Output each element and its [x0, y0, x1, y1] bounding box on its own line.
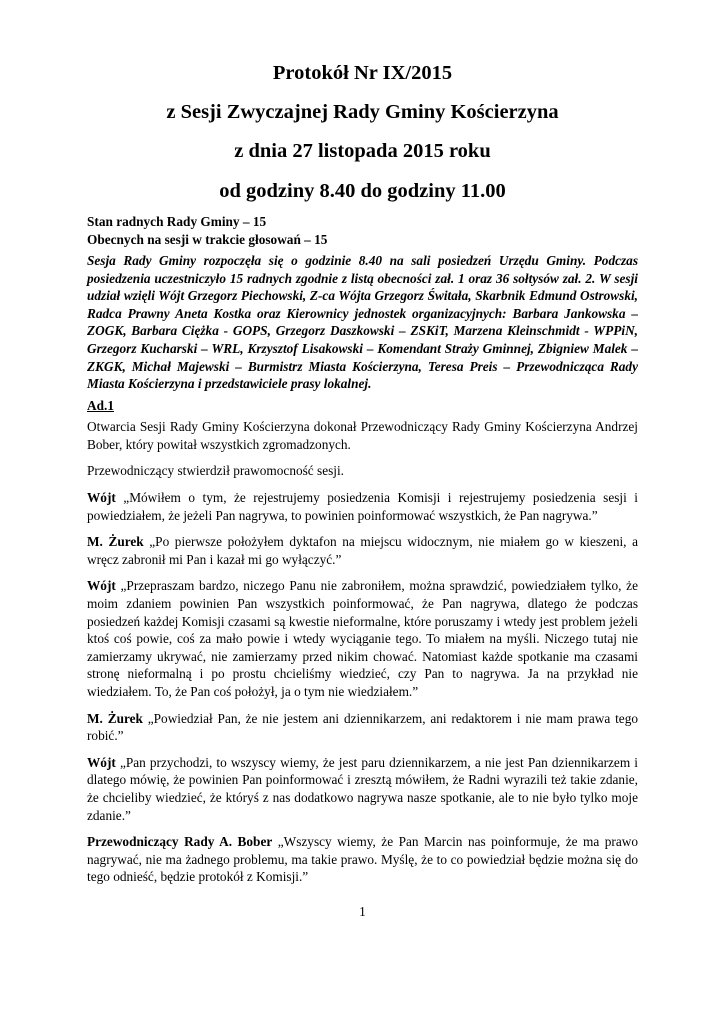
paragraph-text: „Wszyscy wiemy, że Pan Marcin nas poinformuje, że ma prawo nagrywać, nie ma żadnego problemu, ma takie prawo. Myślę, że to co powiedział będzie można się do tego odnieść, będzie protokół z Komisji.” [87, 834, 638, 885]
session-title: z Sesji Zwyczajnej Rady Gminy Kościerzyna [166, 101, 559, 123]
session-intro: Sesja Rady Gminy rozpoczęła się o godzinie 8.40 na sali posiedzeń Urzędu Gminy. Podczas posiedzenia uczestniczyło 15 radnych zgodnie z listą obecności zał. 1 oraz 36 sołtysów zał. 2. W sesji udział wzięli Wójt Grzegorz Piechowski, Z-ca Wójta Grzegorz Świtała, Skarbnik Edmund Ostrowski, Radca Prawny Aneta Kostka oraz Kierownicy jednostek organizacyjnych: Barbara Jankowska – ZOGK, Barbara Ciężka - GOPS, Grzegorz Daszkowski – ZSKiT, Marzena Kleinschmidt - WPPiN, Grzegorz Kucharski – WRL, Krzysztof Lisakowski – Komendant Straży Gminnej, Zbigniew Malek – ZKGK, Michał Majewski – Burmistrz Miasta Kościerzyna, Teresa Preis – Przewodnicząca Rady Miasta Kościerzyna i przedstawiciele prasy lokalnej. [87, 253, 638, 392]
paragraph [87, 418, 638, 453]
paragraph [87, 577, 638, 700]
session-hours: od godziny 8.40 do godziny 11.00 [219, 180, 506, 202]
paragraph [87, 462, 638, 480]
paragraph [87, 489, 638, 524]
paragraph-text: „Przepraszam bardzo, niczego Panu nie zabroniłem, można sprawdzić, powiedziałem tylko, że moim zdaniem powinien Pan wszystkich poinformować, że Pan nagrywa, dlatego że podczas posiedzeń każdej Komisji czasami są kwestie nieformalne, które poruszamy i wtedy jest problem jeżeli ktoś coś powie, coś za mało powie i wtedy wyciąganie tego. To miałem na myśli. Niczego tutaj nie zamierzamy ukrywać, nie zamierzamy przed nikim chować. Natomiast każde spotkanie ma czasami stronę nieformalną i po prostu chcieliśmy wiedzieć, czy Pan to nagrywa. Ja na przykład nie wiedziałem. To, że Pan coś położył, ja o tym nie wiedziałem.” [87, 578, 638, 699]
paragraph [87, 710, 638, 745]
speaker-name: Wójt [87, 578, 116, 594]
paragraph-text: „Mówiłem o tym, że rejestrujemy posiedzenia Komisji i rejestrujemy posiedzenia sesji i powiedziałem, że jeżeli Pan nagrywa, to powinien poinformować wszystkich, że Pan nagrywa.” [87, 490, 638, 523]
councillors-count: Stan radnych Rady Gminy – 15 [87, 214, 267, 229]
protocol-title: Protokół Nr IX/2015 [272, 62, 453, 84]
paragraph-text: „Pan przychodzi, to wszyscy wiemy, że jest paru dziennikarzem, a nie jest Pan dziennikarzem i dlatego mówię, że powinien Pan poinformować i zresztą mówiłem, że Radni wyrazili też takie zdanie, że chcieliby wiedzieć, że któryś z nas dodatkowo nagrywa nasze spotkanie, ale to nie było tylko moje zdanie.” [87, 754, 638, 823]
paragraph-text: „Po pierwsze położyłem dyktafon na miejscu widocznym, nie miałem go w kieszeni, a wręcz zabronił mi Pan i kazał mi go wyłączyć.” [87, 534, 638, 567]
paragraph-text: Przewodniczący stwierdził prawomocność sesji. [87, 463, 344, 479]
paragraph [87, 754, 638, 824]
speaker-name: M. Żurek [87, 534, 144, 550]
attendance-summary [87, 213, 638, 248]
session-date: z dnia 27 listopada 2015 roku [234, 140, 491, 162]
speaker-name: Przewodniczący Rady A. Bober [87, 834, 273, 850]
paragraph-text: Otwarcia Sesji Rady Gminy Kościerzyna dokonał Przewodniczący Rady Gminy Kościerzyna Andrzej Bober, który powitał wszystkich zgromadzonych. [87, 419, 638, 452]
speaker-name: M. Żurek [87, 710, 143, 726]
speaker-name: Wójt [87, 754, 116, 770]
present-count: Obecnych na sesji w trakcie głosowań – 15 [87, 231, 328, 247]
protocol-body [87, 418, 638, 886]
paragraph-text: „Powiedział Pan, że nie jestem ani dziennikarzem, ani redaktorem i nie mam prawa tego robić.” [87, 710, 638, 744]
speaker-name: Wójt [87, 490, 116, 506]
paragraph [87, 833, 638, 886]
paragraph [87, 533, 638, 568]
section-heading: Ad.1 [87, 397, 114, 413]
page-number: 1 [359, 904, 366, 919]
